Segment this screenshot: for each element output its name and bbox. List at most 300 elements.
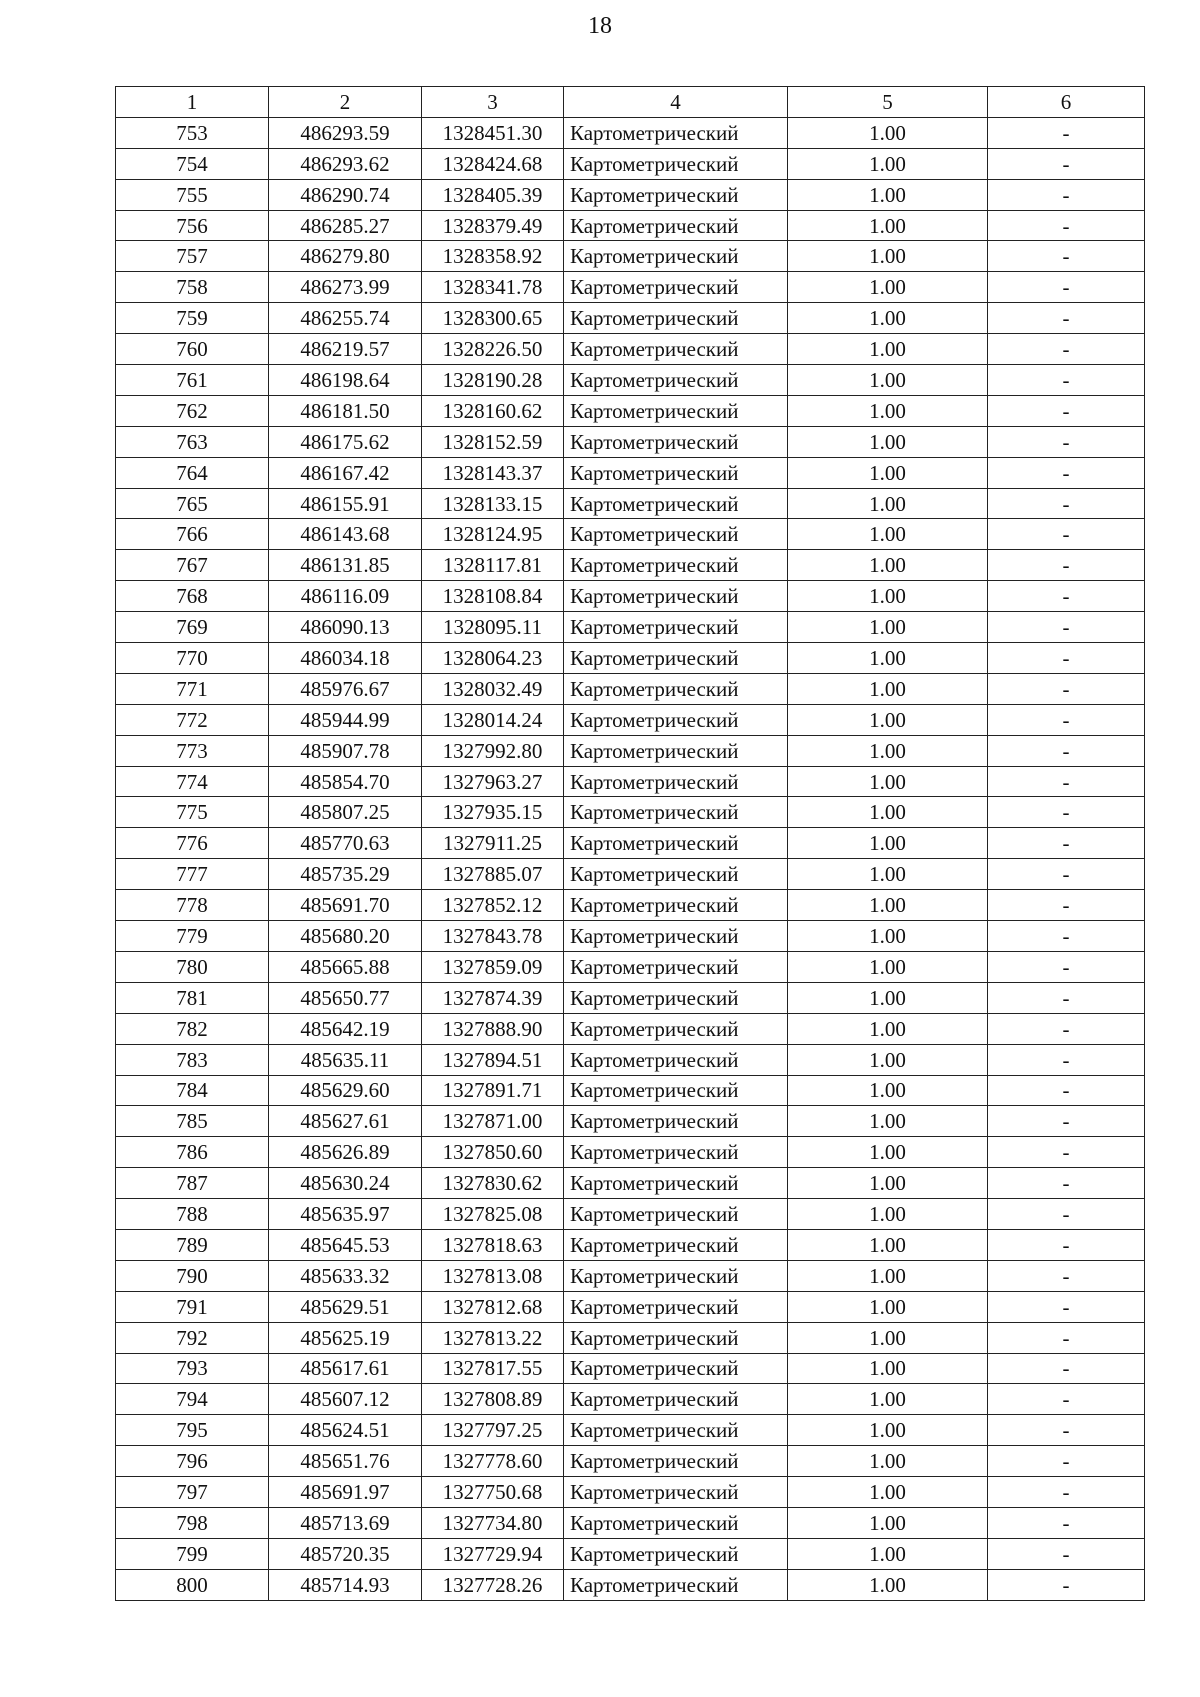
x-coordinate-cell: 486181.50 bbox=[269, 395, 422, 426]
y-coordinate-cell: 1328124.95 bbox=[422, 519, 564, 550]
accuracy-cell: 1.00 bbox=[788, 241, 988, 272]
y-coordinate-cell: 1328160.62 bbox=[422, 395, 564, 426]
accuracy-cell: 1.00 bbox=[788, 1137, 988, 1168]
y-coordinate-cell: 1328133.15 bbox=[422, 488, 564, 519]
note-cell: - bbox=[988, 272, 1145, 303]
method-cell: Картометрический bbox=[564, 1291, 788, 1322]
y-coordinate-cell: 1327859.09 bbox=[422, 951, 564, 982]
method-cell: Картометрический bbox=[564, 982, 788, 1013]
x-coordinate-cell: 486116.09 bbox=[269, 581, 422, 612]
table-row bbox=[116, 457, 1145, 488]
y-coordinate-cell: 1327825.08 bbox=[422, 1199, 564, 1230]
y-coordinate-cell: 1328424.68 bbox=[422, 148, 564, 179]
column-header-2: 2 bbox=[269, 87, 422, 118]
x-coordinate-cell: 486175.62 bbox=[269, 426, 422, 457]
table-row bbox=[116, 1291, 1145, 1322]
table-row bbox=[116, 643, 1145, 674]
method-cell: Картометрический bbox=[564, 241, 788, 272]
point-number-cell: 793 bbox=[116, 1353, 269, 1384]
note-cell: - bbox=[988, 117, 1145, 148]
table-row bbox=[116, 395, 1145, 426]
x-coordinate-cell: 485944.99 bbox=[269, 704, 422, 735]
note-cell: - bbox=[988, 612, 1145, 643]
accuracy-cell: 1.00 bbox=[788, 704, 988, 735]
table-row bbox=[116, 704, 1145, 735]
note-cell: - bbox=[988, 241, 1145, 272]
point-number-cell: 798 bbox=[116, 1507, 269, 1538]
point-number-cell: 764 bbox=[116, 457, 269, 488]
column-header-3: 3 bbox=[422, 87, 564, 118]
x-coordinate-cell: 485627.61 bbox=[269, 1106, 422, 1137]
point-number-cell: 757 bbox=[116, 241, 269, 272]
note-cell: - bbox=[988, 148, 1145, 179]
table-row bbox=[116, 1013, 1145, 1044]
y-coordinate-cell: 1327818.63 bbox=[422, 1229, 564, 1260]
note-cell: - bbox=[988, 859, 1145, 890]
x-coordinate-cell: 485854.70 bbox=[269, 766, 422, 797]
note-cell: - bbox=[988, 303, 1145, 334]
method-cell: Картометрический bbox=[564, 1044, 788, 1075]
table-row bbox=[116, 859, 1145, 890]
point-number-cell: 779 bbox=[116, 921, 269, 952]
page-number: 18 bbox=[588, 13, 612, 39]
accuracy-cell: 1.00 bbox=[788, 1384, 988, 1415]
table-row bbox=[116, 303, 1145, 334]
table-row bbox=[116, 1199, 1145, 1230]
note-cell: - bbox=[988, 1137, 1145, 1168]
table-row bbox=[116, 673, 1145, 704]
y-coordinate-cell: 1327797.25 bbox=[422, 1415, 564, 1446]
note-cell: - bbox=[988, 673, 1145, 704]
y-coordinate-cell: 1327885.07 bbox=[422, 859, 564, 890]
point-number-cell: 773 bbox=[116, 735, 269, 766]
note-cell: - bbox=[988, 890, 1145, 921]
y-coordinate-cell: 1327817.55 bbox=[422, 1353, 564, 1384]
note-cell: - bbox=[988, 365, 1145, 396]
x-coordinate-cell: 486293.62 bbox=[269, 148, 422, 179]
point-number-cell: 772 bbox=[116, 704, 269, 735]
method-cell: Картометрический bbox=[564, 1199, 788, 1230]
note-cell: - bbox=[988, 581, 1145, 612]
accuracy-cell: 1.00 bbox=[788, 1229, 988, 1260]
method-cell: Картометрический bbox=[564, 1446, 788, 1477]
column-header-5: 5 bbox=[788, 87, 988, 118]
y-coordinate-cell: 1327935.15 bbox=[422, 797, 564, 828]
note-cell: - bbox=[988, 704, 1145, 735]
y-coordinate-cell: 1327813.22 bbox=[422, 1322, 564, 1353]
note-cell: - bbox=[988, 395, 1145, 426]
point-number-cell: 759 bbox=[116, 303, 269, 334]
point-number-cell: 786 bbox=[116, 1137, 269, 1168]
note-cell: - bbox=[988, 210, 1145, 241]
accuracy-cell: 1.00 bbox=[788, 1415, 988, 1446]
method-cell: Картометрический bbox=[564, 1415, 788, 1446]
y-coordinate-cell: 1328405.39 bbox=[422, 179, 564, 210]
note-cell: - bbox=[988, 1075, 1145, 1106]
table-row bbox=[116, 1260, 1145, 1291]
method-cell: Картометрический bbox=[564, 921, 788, 952]
y-coordinate-cell: 1328117.81 bbox=[422, 550, 564, 581]
point-number-cell: 781 bbox=[116, 982, 269, 1013]
note-cell: - bbox=[988, 921, 1145, 952]
method-cell: Картометрический bbox=[564, 1322, 788, 1353]
y-coordinate-cell: 1327778.60 bbox=[422, 1446, 564, 1477]
point-number-cell: 769 bbox=[116, 612, 269, 643]
y-coordinate-cell: 1328300.65 bbox=[422, 303, 564, 334]
table-row bbox=[116, 148, 1145, 179]
point-number-cell: 770 bbox=[116, 643, 269, 674]
accuracy-cell: 1.00 bbox=[788, 1044, 988, 1075]
x-coordinate-cell: 486090.13 bbox=[269, 612, 422, 643]
table-row bbox=[116, 1106, 1145, 1137]
note-cell: - bbox=[988, 1013, 1145, 1044]
point-number-cell: 778 bbox=[116, 890, 269, 921]
note-cell: - bbox=[988, 828, 1145, 859]
method-cell: Картометрический bbox=[564, 643, 788, 674]
method-cell: Картометрический bbox=[564, 612, 788, 643]
accuracy-cell: 1.00 bbox=[788, 581, 988, 612]
table-row bbox=[116, 1353, 1145, 1384]
x-coordinate-cell: 485713.69 bbox=[269, 1507, 422, 1538]
table-row bbox=[116, 1168, 1145, 1199]
table-row bbox=[116, 1446, 1145, 1477]
table-row bbox=[116, 612, 1145, 643]
accuracy-cell: 1.00 bbox=[788, 1106, 988, 1137]
point-number-cell: 768 bbox=[116, 581, 269, 612]
accuracy-cell: 1.00 bbox=[788, 210, 988, 241]
method-cell: Картометрический bbox=[564, 519, 788, 550]
table-row bbox=[116, 241, 1145, 272]
x-coordinate-cell: 485691.70 bbox=[269, 890, 422, 921]
point-number-cell: 763 bbox=[116, 426, 269, 457]
note-cell: - bbox=[988, 1106, 1145, 1137]
point-number-cell: 771 bbox=[116, 673, 269, 704]
x-coordinate-cell: 485735.29 bbox=[269, 859, 422, 890]
point-number-cell: 765 bbox=[116, 488, 269, 519]
x-coordinate-cell: 485907.78 bbox=[269, 735, 422, 766]
method-cell: Картометрический bbox=[564, 890, 788, 921]
x-coordinate-cell: 485807.25 bbox=[269, 797, 422, 828]
point-number-cell: 785 bbox=[116, 1106, 269, 1137]
method-cell: Картометрический bbox=[564, 272, 788, 303]
x-coordinate-cell: 485691.97 bbox=[269, 1477, 422, 1508]
y-coordinate-cell: 1328190.28 bbox=[422, 365, 564, 396]
y-coordinate-cell: 1327808.89 bbox=[422, 1384, 564, 1415]
accuracy-cell: 1.00 bbox=[788, 797, 988, 828]
method-cell: Картометрический bbox=[564, 1075, 788, 1106]
method-cell: Картометрический bbox=[564, 179, 788, 210]
point-number-cell: 796 bbox=[116, 1446, 269, 1477]
accuracy-cell: 1.00 bbox=[788, 1199, 988, 1230]
method-cell: Картометрический bbox=[564, 395, 788, 426]
accuracy-cell: 1.00 bbox=[788, 612, 988, 643]
x-coordinate-cell: 485645.53 bbox=[269, 1229, 422, 1260]
note-cell: - bbox=[988, 426, 1145, 457]
note-cell: - bbox=[988, 457, 1145, 488]
accuracy-cell: 1.00 bbox=[788, 117, 988, 148]
point-number-cell: 754 bbox=[116, 148, 269, 179]
method-cell: Картометрический bbox=[564, 1137, 788, 1168]
x-coordinate-cell: 485650.77 bbox=[269, 982, 422, 1013]
point-number-cell: 761 bbox=[116, 365, 269, 396]
method-cell: Картометрический bbox=[564, 581, 788, 612]
table-row bbox=[116, 117, 1145, 148]
accuracy-cell: 1.00 bbox=[788, 179, 988, 210]
table-row bbox=[116, 982, 1145, 1013]
x-coordinate-cell: 485642.19 bbox=[269, 1013, 422, 1044]
table-row bbox=[116, 334, 1145, 365]
table-row bbox=[116, 766, 1145, 797]
note-cell: - bbox=[988, 735, 1145, 766]
method-cell: Картометрический bbox=[564, 1106, 788, 1137]
note-cell: - bbox=[988, 766, 1145, 797]
x-coordinate-cell: 485635.11 bbox=[269, 1044, 422, 1075]
x-coordinate-cell: 485629.51 bbox=[269, 1291, 422, 1322]
accuracy-cell: 1.00 bbox=[788, 1168, 988, 1199]
accuracy-cell: 1.00 bbox=[788, 334, 988, 365]
accuracy-cell: 1.00 bbox=[788, 1477, 988, 1508]
accuracy-cell: 1.00 bbox=[788, 1446, 988, 1477]
x-coordinate-cell: 486131.85 bbox=[269, 550, 422, 581]
method-cell: Картометрический bbox=[564, 828, 788, 859]
accuracy-cell: 1.00 bbox=[788, 1013, 988, 1044]
accuracy-cell: 1.00 bbox=[788, 951, 988, 982]
y-coordinate-cell: 1327830.62 bbox=[422, 1168, 564, 1199]
accuracy-cell: 1.00 bbox=[788, 1075, 988, 1106]
y-coordinate-cell: 1327871.00 bbox=[422, 1106, 564, 1137]
y-coordinate-cell: 1328451.30 bbox=[422, 117, 564, 148]
accuracy-cell: 1.00 bbox=[788, 890, 988, 921]
method-cell: Картометрический bbox=[564, 365, 788, 396]
point-number-cell: 766 bbox=[116, 519, 269, 550]
note-cell: - bbox=[988, 1446, 1145, 1477]
method-cell: Картометрический bbox=[564, 210, 788, 241]
point-number-cell: 780 bbox=[116, 951, 269, 982]
x-coordinate-cell: 486293.59 bbox=[269, 117, 422, 148]
note-cell: - bbox=[988, 1199, 1145, 1230]
note-cell: - bbox=[988, 1353, 1145, 1384]
accuracy-cell: 1.00 bbox=[788, 766, 988, 797]
note-cell: - bbox=[988, 1229, 1145, 1260]
note-cell: - bbox=[988, 951, 1145, 982]
point-number-cell: 797 bbox=[116, 1477, 269, 1508]
y-coordinate-cell: 1327812.68 bbox=[422, 1291, 564, 1322]
point-number-cell: 790 bbox=[116, 1260, 269, 1291]
x-coordinate-cell: 485626.89 bbox=[269, 1137, 422, 1168]
method-cell: Картометрический bbox=[564, 117, 788, 148]
x-coordinate-cell: 486255.74 bbox=[269, 303, 422, 334]
table-row bbox=[116, 179, 1145, 210]
y-coordinate-cell: 1327963.27 bbox=[422, 766, 564, 797]
table-header-row bbox=[116, 87, 1145, 118]
table-row bbox=[116, 1415, 1145, 1446]
table-row bbox=[116, 519, 1145, 550]
table-row bbox=[116, 365, 1145, 396]
accuracy-cell: 1.00 bbox=[788, 395, 988, 426]
note-cell: - bbox=[988, 1384, 1145, 1415]
table-row bbox=[116, 797, 1145, 828]
table-row bbox=[116, 581, 1145, 612]
note-cell: - bbox=[988, 1415, 1145, 1446]
point-number-cell: 767 bbox=[116, 550, 269, 581]
method-cell: Картометрический bbox=[564, 673, 788, 704]
table-row bbox=[116, 828, 1145, 859]
table-row bbox=[116, 210, 1145, 241]
x-coordinate-cell: 486034.18 bbox=[269, 643, 422, 674]
method-cell: Картометрический bbox=[564, 704, 788, 735]
method-cell: Картометрический bbox=[564, 735, 788, 766]
column-header-1: 1 bbox=[116, 87, 269, 118]
table-body bbox=[116, 117, 1145, 1600]
x-coordinate-cell: 486279.80 bbox=[269, 241, 422, 272]
note-cell: - bbox=[988, 1044, 1145, 1075]
point-number-cell: 775 bbox=[116, 797, 269, 828]
method-cell: Картометрический bbox=[564, 951, 788, 982]
column-header-6: 6 bbox=[988, 87, 1145, 118]
x-coordinate-cell: 486273.99 bbox=[269, 272, 422, 303]
y-coordinate-cell: 1327874.39 bbox=[422, 982, 564, 1013]
table-row bbox=[116, 1538, 1145, 1569]
y-coordinate-cell: 1328143.37 bbox=[422, 457, 564, 488]
point-number-cell: 782 bbox=[116, 1013, 269, 1044]
method-cell: Картометрический bbox=[564, 1569, 788, 1600]
x-coordinate-cell: 485651.76 bbox=[269, 1446, 422, 1477]
accuracy-cell: 1.00 bbox=[788, 982, 988, 1013]
method-cell: Картометрический bbox=[564, 1477, 788, 1508]
accuracy-cell: 1.00 bbox=[788, 1569, 988, 1600]
accuracy-cell: 1.00 bbox=[788, 643, 988, 674]
x-coordinate-cell: 486167.42 bbox=[269, 457, 422, 488]
accuracy-cell: 1.00 bbox=[788, 1353, 988, 1384]
y-coordinate-cell: 1328358.92 bbox=[422, 241, 564, 272]
accuracy-cell: 1.00 bbox=[788, 365, 988, 396]
accuracy-cell: 1.00 bbox=[788, 303, 988, 334]
point-number-cell: 758 bbox=[116, 272, 269, 303]
method-cell: Картометрический bbox=[564, 1538, 788, 1569]
accuracy-cell: 1.00 bbox=[788, 673, 988, 704]
point-number-cell: 795 bbox=[116, 1415, 269, 1446]
table-row bbox=[116, 921, 1145, 952]
point-number-cell: 774 bbox=[116, 766, 269, 797]
method-cell: Картометрический bbox=[564, 1168, 788, 1199]
accuracy-cell: 1.00 bbox=[788, 735, 988, 766]
y-coordinate-cell: 1327734.80 bbox=[422, 1507, 564, 1538]
note-cell: - bbox=[988, 550, 1145, 581]
table-row bbox=[116, 1322, 1145, 1353]
accuracy-cell: 1.00 bbox=[788, 1507, 988, 1538]
point-number-cell: 756 bbox=[116, 210, 269, 241]
coordinates-table bbox=[115, 86, 1145, 1601]
x-coordinate-cell: 485665.88 bbox=[269, 951, 422, 982]
x-coordinate-cell: 485625.19 bbox=[269, 1322, 422, 1353]
accuracy-cell: 1.00 bbox=[788, 148, 988, 179]
table-row bbox=[116, 951, 1145, 982]
point-number-cell: 791 bbox=[116, 1291, 269, 1322]
accuracy-cell: 1.00 bbox=[788, 1291, 988, 1322]
method-cell: Картометрический bbox=[564, 488, 788, 519]
point-number-cell: 788 bbox=[116, 1199, 269, 1230]
accuracy-cell: 1.00 bbox=[788, 426, 988, 457]
method-cell: Картометрический bbox=[564, 1507, 788, 1538]
accuracy-cell: 1.00 bbox=[788, 828, 988, 859]
note-cell: - bbox=[988, 1477, 1145, 1508]
x-coordinate-cell: 486155.91 bbox=[269, 488, 422, 519]
x-coordinate-cell: 486143.68 bbox=[269, 519, 422, 550]
y-coordinate-cell: 1328226.50 bbox=[422, 334, 564, 365]
point-number-cell: 787 bbox=[116, 1168, 269, 1199]
method-cell: Картометрический bbox=[564, 303, 788, 334]
y-coordinate-cell: 1327813.08 bbox=[422, 1260, 564, 1291]
note-cell: - bbox=[988, 179, 1145, 210]
method-cell: Картометрический bbox=[564, 148, 788, 179]
x-coordinate-cell: 485714.93 bbox=[269, 1569, 422, 1600]
table-row bbox=[116, 1075, 1145, 1106]
x-coordinate-cell: 485770.63 bbox=[269, 828, 422, 859]
note-cell: - bbox=[988, 1168, 1145, 1199]
table-row bbox=[116, 550, 1145, 581]
note-cell: - bbox=[988, 334, 1145, 365]
y-coordinate-cell: 1328032.49 bbox=[422, 673, 564, 704]
y-coordinate-cell: 1327992.80 bbox=[422, 735, 564, 766]
x-coordinate-cell: 485629.60 bbox=[269, 1075, 422, 1106]
method-cell: Картометрический bbox=[564, 1229, 788, 1260]
table-row bbox=[116, 1569, 1145, 1600]
table-row bbox=[116, 890, 1145, 921]
point-number-cell: 800 bbox=[116, 1569, 269, 1600]
note-cell: - bbox=[988, 1322, 1145, 1353]
point-number-cell: 760 bbox=[116, 334, 269, 365]
method-cell: Картометрический bbox=[564, 1384, 788, 1415]
x-coordinate-cell: 486198.64 bbox=[269, 365, 422, 396]
y-coordinate-cell: 1327750.68 bbox=[422, 1477, 564, 1508]
point-number-cell: 755 bbox=[116, 179, 269, 210]
y-coordinate-cell: 1328379.49 bbox=[422, 210, 564, 241]
note-cell: - bbox=[988, 488, 1145, 519]
table-row bbox=[116, 1137, 1145, 1168]
x-coordinate-cell: 485720.35 bbox=[269, 1538, 422, 1569]
x-coordinate-cell: 485635.97 bbox=[269, 1199, 422, 1230]
method-cell: Картометрический bbox=[564, 457, 788, 488]
y-coordinate-cell: 1327894.51 bbox=[422, 1044, 564, 1075]
method-cell: Картометрический bbox=[564, 766, 788, 797]
y-coordinate-cell: 1328014.24 bbox=[422, 704, 564, 735]
x-coordinate-cell: 485617.61 bbox=[269, 1353, 422, 1384]
note-cell: - bbox=[988, 1569, 1145, 1600]
table-row bbox=[116, 1384, 1145, 1415]
column-header-4: 4 bbox=[564, 87, 788, 118]
accuracy-cell: 1.00 bbox=[788, 1260, 988, 1291]
x-coordinate-cell: 486219.57 bbox=[269, 334, 422, 365]
method-cell: Картометрический bbox=[564, 1013, 788, 1044]
x-coordinate-cell: 485633.32 bbox=[269, 1260, 422, 1291]
accuracy-cell: 1.00 bbox=[788, 519, 988, 550]
y-coordinate-cell: 1327729.94 bbox=[422, 1538, 564, 1569]
y-coordinate-cell: 1328152.59 bbox=[422, 426, 564, 457]
point-number-cell: 789 bbox=[116, 1229, 269, 1260]
y-coordinate-cell: 1328108.84 bbox=[422, 581, 564, 612]
x-coordinate-cell: 485607.12 bbox=[269, 1384, 422, 1415]
note-cell: - bbox=[988, 1291, 1145, 1322]
table-row bbox=[116, 272, 1145, 303]
table-row bbox=[116, 1044, 1145, 1075]
note-cell: - bbox=[988, 519, 1145, 550]
point-number-cell: 762 bbox=[116, 395, 269, 426]
point-number-cell: 799 bbox=[116, 1538, 269, 1569]
x-coordinate-cell: 486290.74 bbox=[269, 179, 422, 210]
note-cell: - bbox=[988, 1507, 1145, 1538]
point-number-cell: 753 bbox=[116, 117, 269, 148]
accuracy-cell: 1.00 bbox=[788, 272, 988, 303]
